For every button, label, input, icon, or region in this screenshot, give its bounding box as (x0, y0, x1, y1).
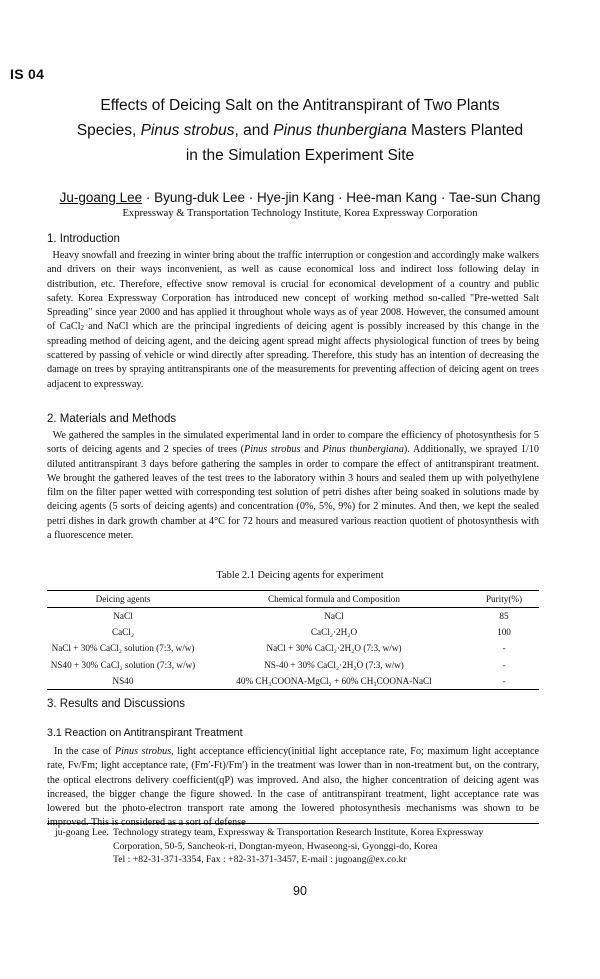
table-row (47, 673, 539, 690)
footnote-author-name: ju-goang Lee. (55, 827, 109, 838)
deicing-agents-table (47, 590, 539, 690)
table-cell: 100 (497, 627, 511, 638)
table-cell: NaCl + 30% CaCl₂ solution (7:3, w/w) (51, 643, 195, 654)
paragraph-results (47, 745, 539, 831)
text: and (300, 444, 323, 456)
footnote-divider (47, 823, 539, 824)
title-text: , and (234, 122, 274, 139)
subsection-heading-antitranspirant: 3.1 Reaction on Antitranspirant Treatment (47, 727, 243, 739)
table-cell: CaCl₂·2H₂O (310, 627, 358, 638)
table-cell: NaCl (324, 611, 344, 622)
table-cell: 40% CH₃COONA-MgCl₂ + 60% CH₃COONA-NaCl (199, 673, 469, 690)
column-header: Purity(%) (469, 591, 539, 608)
paper-title (40, 93, 560, 168)
title-species-2: Pinus thunbergiana (273, 122, 407, 139)
table-cell: NaCl (113, 611, 133, 622)
section-heading-introduction: 1. Introduction (47, 233, 120, 245)
table-row (47, 657, 539, 673)
co-authors: · Byung-duk Lee · Hye-jin Kang · Hee-man Kang · Tae-sun Chang (142, 190, 541, 205)
title-line-3: in the Simulation Experiment Site (185, 147, 415, 164)
text: , light acceptance efficiency(initial light acceptance rate, Fo; maximum light acceptance rate, Fv/Fm; light acceptance rate, (Fm′-Ft)/Fm′) in the treatment was lower than in non-treatment but, on the contrary, the optical electrons delivery coefficient(qP) was improved. And also, the higher concentration of deicing agent was increased, the bigger change the figure showed. In the case of antitranspirant treatment, light acceptance rate was lowered but the photo-electron transport rate among the lowered photosynthesis mechanisms was shown to be improved. This is considered as a sort of defense (47, 746, 539, 829)
table-cell: 85 (499, 611, 509, 622)
paragraph-introduction (47, 249, 539, 392)
table-cell: CaCl₂ (111, 627, 135, 638)
presenting-author: Ju-goang Lee (59, 190, 143, 205)
title-text: Species, (76, 122, 141, 139)
text: We gathered the samples in the simulated experimental land in order to compare the efficiency of photosynthesis for 5 sorts of deicing agents and 2 species of trees ( (47, 430, 539, 456)
section-heading-methods: 2. Materials and Methods (47, 413, 177, 425)
column-header: Deicing agents (47, 591, 199, 608)
author-list (40, 190, 560, 205)
title-species-1: Pinus strobus (140, 122, 235, 139)
table-cell: - (502, 659, 506, 670)
page-number: 90 (293, 884, 307, 898)
table-cell: NS-40 + 30% CaCl₂·2H₂O (7:3, w/w) (264, 659, 404, 670)
table-cell: NS40 + 30% CaCl₂ solution (7:3, w/w) (50, 659, 196, 670)
affiliation: Expressway & Transportation Technology Institute, Korea Expressway Corporation (122, 208, 478, 219)
table-caption: Table 2.1 Deicing agents for experiment (216, 570, 384, 581)
text: In the case of (53, 746, 115, 757)
table-row (47, 640, 539, 656)
footnote-contact: Tel : +82-31-371-3354, Fax : +82-31-371-3457, E-mail : jugoang@ex.co.kr (113, 854, 407, 866)
species-name: Pinus thunbergiana (322, 444, 404, 456)
footnote-line: Corporation, 50-5, Sancheok-ri, Dongtan-myeon, Hwaseong-si, Gyonggi-do, Korea (113, 840, 438, 852)
text: and NaCl which are the principal ingredients of deicing agent is possibly increased by this change in the spreading method of deicing agent, and the deicing agent spread might affects physiological function of trees by being scattered by passing of vehicle or wind directly after spreading. Therefore, this study has an intention of decreasing the damage on trees by spraying antitranspirants one of the measurements for preventing affection of deicing agent on trees adjacent to expressway. (47, 321, 539, 390)
table-cell: - (469, 673, 539, 690)
table-row (47, 624, 539, 640)
table-cell: NS40 (47, 673, 199, 690)
paragraph-methods (47, 429, 539, 543)
title-line-1: Effects of Deicing Salt on the Antitranspirant of Two Plants (100, 97, 500, 114)
footnote-line: Technology strategy team, Expressway & Transportation Research Institute, Korea Expressway (113, 827, 484, 838)
table-cell: NaCl + 30% CaCl₂·2H₂O (7:3, w/w) (266, 643, 402, 654)
table-row (47, 608, 539, 625)
title-text: Masters Planted (406, 122, 524, 139)
subscript: 2 (80, 324, 85, 333)
table-header-row (47, 591, 539, 608)
species-name: Pinus strobus (244, 444, 301, 456)
title-line-2 (40, 118, 560, 143)
species-name: Pinus strobus (114, 746, 172, 757)
text: Heavy snowfall and freezing in winter bring about the traffic interruption or congestion and accordingly make walkers and drivers on their ways inconvenient, as well as cause economical loss and indirect loss following delay in distribution, etc. Therefore, effective snow removal is crucial for economical development of a country and public safety. Korea Expressway Corporation has introduced new concept of working method so-called "Pre-wetted Salt Spreading" since year 2000 and has applied it throughout whole ways as of year 2008. However, the consumed amount of CaCl (47, 250, 539, 333)
column-header: Chemical formula and Composition (199, 591, 469, 608)
text: ). Additionally, we sprayed 1/10 diluted antitranspirant 3 days before gathering the samples in order to compare the effect of antitranspirant treatment. We brought the gathered leaves of the test trees to the laboratory within 3 hours and sealed them up with polyethylene film on the filter paper wetted with corresponding test solution of petri dishes after being soaked in solutions made by deicing agents (5 sorts of deicing agents) and concentration (0%, 5%, 9%) for 2 minutes. And then, we kept the sealed petri dishes in dark growth chamber at 4°C for 72 hours and measured various reaction quotient of photosynthesis with a fluorescence meter. (47, 444, 539, 542)
author-footnote (55, 826, 483, 867)
section-heading-results: 3. Results and Discussions (47, 698, 186, 710)
table-cell: - (502, 643, 506, 654)
session-code: IS 04 (10, 66, 45, 82)
